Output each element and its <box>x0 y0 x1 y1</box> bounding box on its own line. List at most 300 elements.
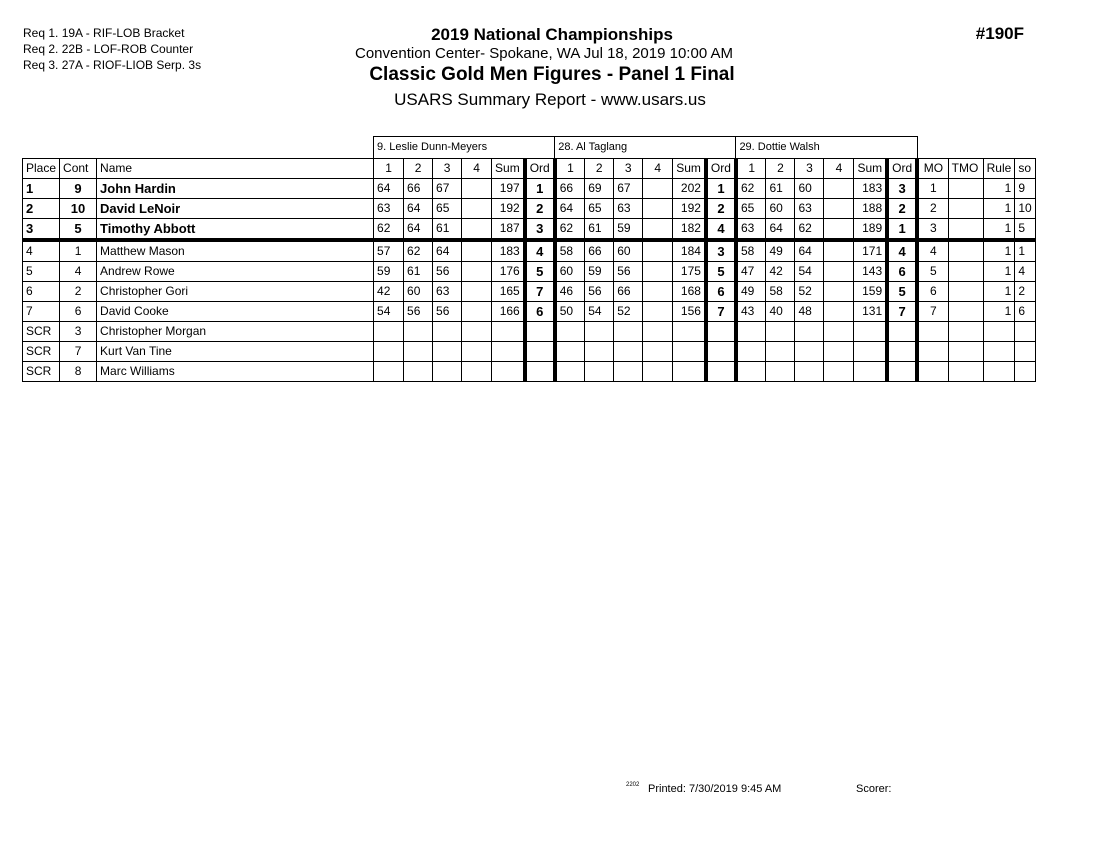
header-score: 2 <box>766 158 795 178</box>
so-cell: 10 <box>1015 198 1036 218</box>
score-cell: 63 <box>736 218 766 240</box>
score-cell: 57 <box>374 240 404 262</box>
place-cell: 2 <box>23 198 60 218</box>
sum-cell: 166 <box>492 301 525 321</box>
ordinal-cell: 4 <box>887 240 917 262</box>
ordinal-cell <box>706 341 736 361</box>
score-cell: 63 <box>614 198 643 218</box>
cont-cell: 3 <box>60 321 97 341</box>
mo-cell: 6 <box>917 281 948 301</box>
sum-cell: 183 <box>854 178 887 198</box>
mo-cell <box>917 361 948 381</box>
ordinal-cell: 6 <box>887 261 917 281</box>
so-cell: 2 <box>1015 281 1036 301</box>
spacer <box>23 137 374 159</box>
cont-cell: 9 <box>60 178 97 198</box>
table-row <box>23 218 1036 240</box>
score-cell: 60 <box>766 198 795 218</box>
score-cell: 61 <box>433 218 462 240</box>
sum-cell: 175 <box>673 261 706 281</box>
so-cell <box>1015 341 1036 361</box>
score-cell <box>404 361 433 381</box>
judge-name: 29. Dottie Walsh <box>736 137 917 159</box>
score-cell: 67 <box>614 178 643 198</box>
ordinal-cell: 4 <box>525 240 555 262</box>
sum-cell <box>854 321 887 341</box>
sum-cell: 131 <box>854 301 887 321</box>
score-cell <box>824 281 854 301</box>
sum-cell <box>492 341 525 361</box>
header-score: 4 <box>462 158 492 178</box>
ordinal-cell: 1 <box>525 178 555 198</box>
skater-name: Christopher Gori <box>97 281 374 301</box>
rule-cell <box>983 341 1015 361</box>
place-cell: 5 <box>23 261 60 281</box>
ordinal-cell: 7 <box>887 301 917 321</box>
mo-cell: 7 <box>917 301 948 321</box>
requirements-list <box>23 25 201 73</box>
ordinal-cell: 7 <box>525 281 555 301</box>
score-cell <box>795 321 824 341</box>
so-cell: 6 <box>1015 301 1036 321</box>
ordinal-cell: 2 <box>525 198 555 218</box>
score-cell <box>585 361 614 381</box>
score-cell <box>462 341 492 361</box>
ordinal-cell: 1 <box>706 178 736 198</box>
score-cell: 64 <box>433 240 462 262</box>
score-cell <box>614 321 643 341</box>
tmo-cell <box>948 198 983 218</box>
rule-cell: 1 <box>983 261 1015 281</box>
header-sum: Sum <box>673 158 706 178</box>
requirement: Req 1. 19A - RIF-LOB Bracket <box>23 26 185 40</box>
so-cell <box>1015 321 1036 341</box>
judge-name: 28. Al Taglang <box>555 137 736 159</box>
header-tmo: TMO <box>948 158 983 178</box>
header-sum: Sum <box>492 158 525 178</box>
table-row <box>23 361 1036 381</box>
skater-name: David Cooke <box>97 301 374 321</box>
sum-cell: 192 <box>673 198 706 218</box>
score-cell: 56 <box>404 301 433 321</box>
skater-name: Christopher Morgan <box>97 321 374 341</box>
sum-cell: 187 <box>492 218 525 240</box>
skater-name: Andrew Rowe <box>97 261 374 281</box>
sum-cell: 184 <box>673 240 706 262</box>
header-score: 1 <box>374 158 404 178</box>
score-cell <box>462 198 492 218</box>
header-ord: Ord <box>525 158 555 178</box>
place-cell: SCR <box>23 361 60 381</box>
place-cell: 4 <box>23 240 60 262</box>
score-cell: 48 <box>795 301 824 321</box>
sum-cell <box>854 341 887 361</box>
score-cell: 64 <box>555 198 585 218</box>
rule-cell: 1 <box>983 218 1015 240</box>
score-cell: 64 <box>404 218 433 240</box>
score-cell <box>404 341 433 361</box>
cont-cell: 8 <box>60 361 97 381</box>
score-cell: 62 <box>795 218 824 240</box>
skater-name: John Hardin <box>97 178 374 198</box>
skater-name: David LeNoir <box>97 198 374 218</box>
sum-cell: 182 <box>673 218 706 240</box>
score-cell <box>824 178 854 198</box>
score-cell: 59 <box>585 261 614 281</box>
score-cell: 54 <box>795 261 824 281</box>
header-rule: Rule <box>983 158 1015 178</box>
table-row <box>23 261 1036 281</box>
score-cell: 62 <box>736 178 766 198</box>
ordinal-cell <box>525 341 555 361</box>
header-score: 4 <box>824 158 854 178</box>
header-cont: Cont <box>60 158 97 178</box>
score-cell <box>824 198 854 218</box>
score-cell <box>766 321 795 341</box>
mo-cell: 4 <box>917 240 948 262</box>
score-cell: 49 <box>766 240 795 262</box>
so-cell: 1 <box>1015 240 1036 262</box>
sum-cell: 165 <box>492 281 525 301</box>
score-cell <box>736 361 766 381</box>
score-cell <box>555 321 585 341</box>
score-cell: 50 <box>555 301 585 321</box>
sum-cell: 188 <box>854 198 887 218</box>
score-cell <box>462 301 492 321</box>
so-cell: 4 <box>1015 261 1036 281</box>
ordinal-cell <box>525 321 555 341</box>
score-cell: 43 <box>736 301 766 321</box>
score-cell: 56 <box>433 301 462 321</box>
requirement: Req 3. 27A - RIOF-LIOB Serp. 3s <box>23 58 202 72</box>
skater-name: Marc Williams <box>97 361 374 381</box>
rule-cell <box>983 361 1015 381</box>
score-cell <box>643 341 673 361</box>
score-cell: 66 <box>404 178 433 198</box>
header-score: 1 <box>736 158 766 178</box>
table-row <box>23 301 1036 321</box>
ordinal-cell: 1 <box>887 218 917 240</box>
score-cell <box>374 341 404 361</box>
score-cell <box>766 341 795 361</box>
venue-date: Convention Center- Spokane, WA Jul 18, 2019 10:00 AM <box>354 45 734 62</box>
mo-cell: 1 <box>917 178 948 198</box>
cont-cell: 7 <box>60 341 97 361</box>
tmo-cell <box>948 178 983 198</box>
sum-cell <box>854 361 887 381</box>
score-cell <box>462 178 492 198</box>
tmo-cell <box>948 240 983 262</box>
place-cell: SCR <box>23 321 60 341</box>
score-cell <box>462 218 492 240</box>
column-header-row <box>23 158 1036 178</box>
header-score: 3 <box>795 158 824 178</box>
table-row <box>23 341 1036 361</box>
tmo-cell <box>948 341 983 361</box>
ordinal-cell: 5 <box>887 281 917 301</box>
header-score: 3 <box>433 158 462 178</box>
score-cell <box>462 281 492 301</box>
sum-cell: 143 <box>854 261 887 281</box>
score-cell: 49 <box>736 281 766 301</box>
header-mo: MO <box>917 158 948 178</box>
footer-code: 2202 <box>626 782 640 788</box>
score-cell: 62 <box>374 218 404 240</box>
score-cell <box>555 341 585 361</box>
tmo-cell <box>948 321 983 341</box>
ordinal-cell: 5 <box>706 261 736 281</box>
header-score: 2 <box>585 158 614 178</box>
score-cell <box>614 361 643 381</box>
score-cell <box>736 341 766 361</box>
mo-cell <box>917 321 948 341</box>
score-cell <box>824 361 854 381</box>
sum-cell: 156 <box>673 301 706 321</box>
tmo-cell <box>948 361 983 381</box>
printed-timestamp: Printed: 7/30/2019 9:45 AM <box>648 783 782 795</box>
score-cell: 58 <box>736 240 766 262</box>
ordinal-cell: 6 <box>525 301 555 321</box>
ordinal-cell <box>525 361 555 381</box>
header-score: 1 <box>555 158 585 178</box>
score-cell <box>643 178 673 198</box>
ordinal-cell: 2 <box>706 198 736 218</box>
score-cell: 64 <box>404 198 433 218</box>
ordinal-cell <box>887 321 917 341</box>
scorer-label: Scorer: <box>856 783 892 795</box>
rule-cell: 1 <box>983 240 1015 262</box>
score-cell: 58 <box>766 281 795 301</box>
cont-cell: 5 <box>60 218 97 240</box>
rule-cell: 1 <box>983 178 1015 198</box>
score-cell: 65 <box>585 198 614 218</box>
sum-cell <box>492 321 525 341</box>
score-cell: 69 <box>585 178 614 198</box>
sum-cell: 168 <box>673 281 706 301</box>
rule-cell: 1 <box>983 281 1015 301</box>
score-cell <box>555 361 585 381</box>
score-cell: 52 <box>795 281 824 301</box>
score-cell: 52 <box>614 301 643 321</box>
score-cell <box>643 281 673 301</box>
score-cell: 64 <box>766 218 795 240</box>
score-cell: 47 <box>736 261 766 281</box>
score-cell <box>462 361 492 381</box>
score-cell <box>643 198 673 218</box>
score-cell <box>824 341 854 361</box>
so-cell: 9 <box>1015 178 1036 198</box>
score-cell: 61 <box>766 178 795 198</box>
header-ord: Ord <box>706 158 736 178</box>
score-cell: 56 <box>585 281 614 301</box>
score-cell <box>643 301 673 321</box>
report-title: 2019 National Championships <box>431 25 673 44</box>
sum-cell: 171 <box>854 240 887 262</box>
mo-cell <box>917 341 948 361</box>
score-cell <box>462 261 492 281</box>
mo-cell: 3 <box>917 218 948 240</box>
score-cell <box>824 240 854 262</box>
score-cell: 62 <box>404 240 433 262</box>
score-cell: 60 <box>614 240 643 262</box>
report-subtitle: USARS Summary Report - www.usars.us <box>394 90 706 109</box>
sum-cell: 197 <box>492 178 525 198</box>
ordinal-cell <box>706 321 736 341</box>
judge-name: 9. Leslie Dunn-Meyers <box>374 137 555 159</box>
score-cell: 59 <box>374 261 404 281</box>
rule-cell: 1 <box>983 198 1015 218</box>
event-name: Classic Gold Men Figures - Panel 1 Final <box>369 64 735 85</box>
ordinal-cell: 4 <box>706 218 736 240</box>
skater-name: Timothy Abbott <box>97 218 374 240</box>
score-cell <box>824 261 854 281</box>
score-cell: 40 <box>766 301 795 321</box>
score-cell <box>824 321 854 341</box>
sum-cell: 202 <box>673 178 706 198</box>
skater-name: Kurt Van Tine <box>97 341 374 361</box>
place-cell: SCR <box>23 341 60 361</box>
ordinal-cell: 5 <box>525 261 555 281</box>
score-cell <box>795 341 824 361</box>
score-cell: 56 <box>433 261 462 281</box>
requirement: Req 2. 22B - LOF-ROB Counter <box>23 42 194 56</box>
header-sum: Sum <box>854 158 887 178</box>
tmo-cell <box>948 261 983 281</box>
cont-cell: 4 <box>60 261 97 281</box>
score-cell <box>736 321 766 341</box>
mo-cell: 2 <box>917 198 948 218</box>
table-row <box>23 321 1036 341</box>
header-score: 3 <box>614 158 643 178</box>
score-cell: 65 <box>736 198 766 218</box>
score-cell <box>462 321 492 341</box>
event-number: #190F <box>975 24 1024 43</box>
cont-cell: 10 <box>60 198 97 218</box>
table-row <box>23 240 1036 262</box>
header-score: 2 <box>404 158 433 178</box>
sum-cell: 159 <box>854 281 887 301</box>
score-cell: 66 <box>614 281 643 301</box>
rule-cell: 1 <box>983 301 1015 321</box>
score-cell: 58 <box>555 240 585 262</box>
score-cell: 56 <box>614 261 643 281</box>
mo-cell: 5 <box>917 261 948 281</box>
score-cell <box>643 218 673 240</box>
score-cell <box>585 341 614 361</box>
ordinal-cell: 6 <box>706 281 736 301</box>
sum-cell: 176 <box>492 261 525 281</box>
ordinal-cell: 7 <box>706 301 736 321</box>
score-cell: 62 <box>555 218 585 240</box>
score-cell: 54 <box>374 301 404 321</box>
cont-cell: 2 <box>60 281 97 301</box>
score-cell <box>433 361 462 381</box>
place-cell: 6 <box>23 281 60 301</box>
results-table <box>22 136 1036 382</box>
cont-cell: 1 <box>60 240 97 262</box>
header-ord: Ord <box>887 158 917 178</box>
rule-cell <box>983 321 1015 341</box>
score-cell: 63 <box>374 198 404 218</box>
score-cell: 42 <box>374 281 404 301</box>
score-cell: 66 <box>585 240 614 262</box>
score-cell: 59 <box>614 218 643 240</box>
ordinal-cell: 3 <box>706 240 736 262</box>
score-cell: 66 <box>555 178 585 198</box>
skater-name: Matthew Mason <box>97 240 374 262</box>
score-cell <box>433 341 462 361</box>
score-cell <box>643 361 673 381</box>
tmo-cell <box>948 301 983 321</box>
header-name: Name <box>97 158 374 178</box>
sum-cell <box>492 361 525 381</box>
score-cell <box>766 361 795 381</box>
ordinal-cell: 3 <box>887 178 917 198</box>
so-cell <box>1015 361 1036 381</box>
table-row <box>23 178 1036 198</box>
cont-cell: 6 <box>60 301 97 321</box>
score-cell: 65 <box>433 198 462 218</box>
ordinal-cell <box>887 341 917 361</box>
table-row <box>23 198 1036 218</box>
score-cell: 60 <box>795 178 824 198</box>
tmo-cell <box>948 281 983 301</box>
score-cell: 60 <box>404 281 433 301</box>
score-cell: 61 <box>585 218 614 240</box>
table-row <box>23 281 1036 301</box>
score-cell <box>824 218 854 240</box>
tmo-cell <box>948 218 983 240</box>
sum-cell: 192 <box>492 198 525 218</box>
place-cell: 7 <box>23 301 60 321</box>
sum-cell <box>673 321 706 341</box>
ordinal-cell: 2 <box>887 198 917 218</box>
score-cell: 54 <box>585 301 614 321</box>
so-cell: 5 <box>1015 218 1036 240</box>
ordinal-cell <box>706 361 736 381</box>
score-cell <box>614 341 643 361</box>
header-so: so <box>1015 158 1036 178</box>
score-cell: 64 <box>374 178 404 198</box>
sum-cell <box>673 361 706 381</box>
sum-cell: 183 <box>492 240 525 262</box>
score-cell: 64 <box>795 240 824 262</box>
score-cell <box>585 321 614 341</box>
sum-cell <box>673 341 706 361</box>
place-cell: 1 <box>23 178 60 198</box>
score-cell: 60 <box>555 261 585 281</box>
judge-header-row <box>23 137 1036 159</box>
score-cell: 67 <box>433 178 462 198</box>
score-cell <box>404 321 433 341</box>
score-cell <box>643 240 673 262</box>
ordinal-cell <box>887 361 917 381</box>
score-cell: 63 <box>433 281 462 301</box>
sum-cell: 189 <box>854 218 887 240</box>
score-cell: 63 <box>795 198 824 218</box>
score-cell <box>462 240 492 262</box>
score-cell <box>374 361 404 381</box>
score-cell: 61 <box>404 261 433 281</box>
score-cell <box>374 321 404 341</box>
score-cell: 46 <box>555 281 585 301</box>
ordinal-cell: 3 <box>525 218 555 240</box>
header-place: Place <box>23 158 60 178</box>
score-cell <box>824 301 854 321</box>
header-score: 4 <box>643 158 673 178</box>
score-cell <box>795 361 824 381</box>
place-cell: 3 <box>23 218 60 240</box>
